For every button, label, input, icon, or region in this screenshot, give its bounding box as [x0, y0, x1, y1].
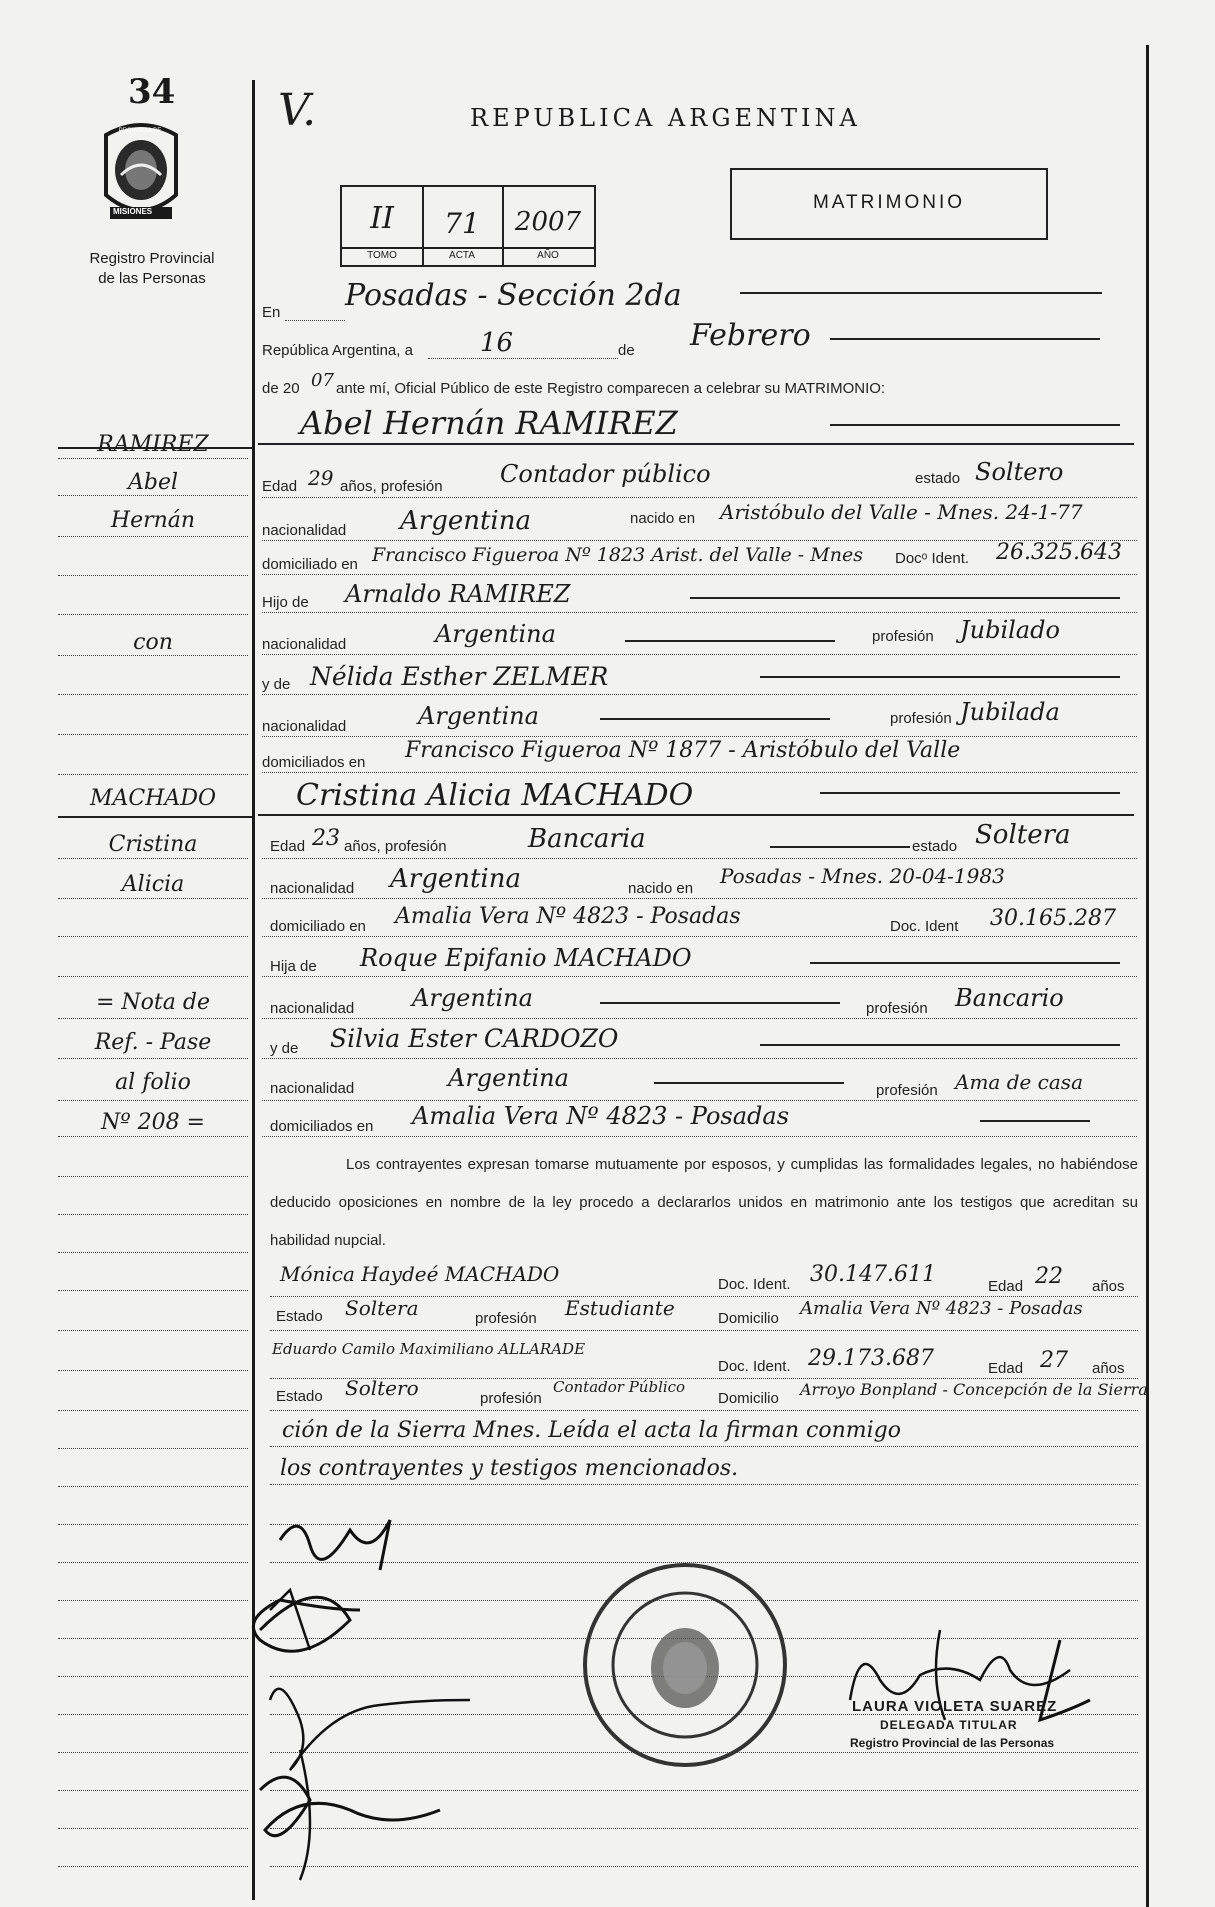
groom-mother-profesion-value: Jubilada — [960, 698, 1060, 726]
margin-line-29 — [58, 1562, 248, 1563]
margin-line-13 — [58, 936, 248, 937]
bride-row8-dotline — [262, 1136, 1137, 1137]
month-value: Febrero — [690, 318, 811, 353]
acta-value: 71 — [444, 207, 480, 240]
witness2-domicilio-label: Domicilio — [718, 1390, 779, 1407]
margin-line-3 — [58, 536, 248, 537]
groom-mother-nac-label: nacionalidad — [262, 718, 347, 735]
margin-bride-separator — [58, 816, 252, 818]
page-number: 34 — [128, 72, 176, 112]
bride-mother-nacionalidad-value: Argentina — [448, 1064, 569, 1092]
bride-parents-dom-dash — [980, 1120, 1090, 1122]
groom-nacionalidad-value: Argentina — [400, 506, 531, 536]
right-border-rule — [1146, 45, 1149, 1907]
margin-line-15 — [58, 1018, 248, 1019]
bride-father-nac-dash — [600, 1002, 840, 1004]
groom-row3-dotline — [262, 574, 1137, 575]
witness2-row2-dotline — [270, 1410, 1138, 1411]
en-dotline — [285, 320, 345, 321]
day-dotline — [428, 358, 618, 359]
bride-name-dash — [820, 792, 1120, 794]
republica-label: República Argentina, a — [262, 342, 413, 359]
margin-groom-surname: RAMIREZ — [97, 432, 209, 457]
bride-name-underline — [258, 814, 1134, 816]
registry-name-line1: Registro Provincial — [89, 250, 215, 267]
bride-nacionalidad-label: nacionalidad — [270, 880, 355, 897]
witness1-estado-label: Estado — [276, 1308, 323, 1325]
margin-note-4: Nº 208 = — [100, 1110, 205, 1135]
registry-name-line2: de las Personas — [98, 270, 206, 287]
witness1-edad-value: 22 — [1035, 1264, 1063, 1289]
intro-text: ante mí, Oficial Público de este Registro comparecen a celebrar su MATRIMONIO: — [336, 380, 886, 397]
bride-mother-dash — [760, 1044, 1120, 1046]
day-value: 16 — [480, 328, 514, 358]
groom-father-label: Hijo de — [262, 594, 309, 611]
margin-line-22 — [58, 1290, 248, 1291]
witness2-profesion-value: Contador Público — [553, 1378, 686, 1396]
bride-parents-dom-label: domiciliados en — [270, 1118, 374, 1135]
groom-mother-value: Nélida Esther ZELMER — [310, 662, 609, 691]
margin-groom-name2: Hernán — [110, 508, 196, 533]
groom-estado-label: estado — [915, 470, 961, 487]
record-box-divider — [342, 247, 594, 249]
margin-line-23 — [58, 1330, 248, 1331]
margin-note-2: Ref. - Pase — [94, 1030, 212, 1055]
seal-text-top: PROVINCIA DE — [118, 128, 162, 134]
margin-line-7 — [58, 694, 248, 695]
bride-mother-label: y de — [270, 1040, 299, 1057]
year-prefix: de 20 — [262, 380, 300, 397]
groom-domicilio-value: Francisco Figueroa Nº 1823 Arist. del Valle - Mnes — [372, 544, 863, 566]
bride-mother-profesion-value: Ama de casa — [955, 1070, 1083, 1094]
margin-note-1: = Nota de — [96, 990, 210, 1015]
bride-father-profesion-label: profesión — [866, 1000, 928, 1017]
official-name: LAURA VIOLETA SUAREZ — [852, 1698, 1058, 1715]
ceremony-text: Los contrayentes expresan tomarse mutuamente por esposos, y cumplidas las formalidades legales, no habiéndose deducido oposiciones en nombre de la ley procedo a declararlos unidos en matrimonio ante los testigos que acreditan su habilidad nupcial. — [270, 1156, 1138, 1249]
groom-estado-value: Soltero — [975, 458, 1064, 486]
margin-line-33 — [58, 1714, 248, 1715]
witness2-edad-value: 27 — [1040, 1348, 1068, 1373]
groom-anos-profesion-label: años, profesión — [340, 478, 443, 495]
bride-row4-dotline — [262, 976, 1137, 977]
margin-line-30 — [58, 1600, 248, 1601]
record-box — [340, 185, 596, 267]
margin-bride-name2: Alicia — [121, 872, 185, 897]
official-stamp-icon — [580, 1560, 790, 1770]
bride-row1-dotline — [262, 858, 1137, 859]
margin-line-20 — [58, 1214, 248, 1215]
witness2-doc-label: Doc. Ident. — [718, 1358, 791, 1375]
closing-text-2: los contrayentes y testigos mencionados. — [280, 1456, 739, 1481]
bride-row7-dotline — [262, 1100, 1137, 1101]
bride-nacido-label: nacido en — [628, 880, 694, 897]
witness1-domicilio-value: Amalia Vera Nº 4823 - Posadas — [800, 1298, 1083, 1319]
margin-line-8 — [58, 734, 248, 735]
witness1-row2-dotline — [270, 1330, 1138, 1331]
margin-line-32 — [58, 1676, 248, 1677]
de-label: de — [618, 342, 635, 359]
groom-father-nac-dash — [625, 640, 835, 642]
margin-line-9 — [58, 774, 248, 775]
witness2-profesion-label: profesión — [480, 1390, 542, 1407]
groom-row4-dotline — [262, 612, 1137, 613]
bride-edad-value: 23 — [312, 826, 340, 851]
margin-line-1 — [58, 458, 248, 459]
bride-mother-nac-label: nacionalidad — [270, 1080, 355, 1097]
groom-father-nacionalidad-value: Argentina — [435, 620, 556, 648]
doc-type-box — [730, 168, 1048, 240]
bride-doc-value: 30.165.287 — [990, 906, 1116, 931]
witness1-doc-value: 30.147.611 — [810, 1262, 936, 1287]
margin-line-21 — [58, 1252, 248, 1253]
bride-row6-dotline — [262, 1058, 1137, 1059]
witness1-edad-label: Edad — [988, 1278, 1024, 1295]
bride-mother-value: Silvia Ester CARDOZO — [330, 1024, 619, 1053]
margin-line-35 — [58, 1790, 248, 1791]
margin-line-31 — [58, 1638, 248, 1639]
witness2-anos-label: años — [1092, 1360, 1125, 1377]
margin-line-11 — [58, 858, 248, 859]
groom-domiciliado-label: domiciliado en — [262, 556, 358, 573]
year-value: 07 — [311, 370, 334, 391]
groom-row8-dotline — [262, 772, 1137, 773]
official-title: DELEGADA TITULAR — [880, 1718, 1018, 1732]
bride-father-profesion-value: Bancario — [955, 984, 1064, 1012]
witness1-domicilio-label: Domicilio — [718, 1310, 779, 1327]
groom-profesion-value: Contador público — [500, 460, 711, 488]
margin-line-2 — [58, 495, 248, 496]
margin-line-4 — [58, 575, 248, 576]
tomo-value: II — [370, 201, 394, 236]
seal-text-bottom: MISIONES — [113, 207, 153, 216]
bride-father-label: Hija de — [270, 958, 317, 975]
margin-line-17 — [58, 1100, 248, 1101]
document-title: REPUBLICA ARGENTINA — [470, 104, 861, 132]
bride-nacido-value: Posadas - Mnes. 20-04-1983 — [720, 864, 1005, 888]
en-label: En — [262, 304, 281, 321]
witness2-estado-value: Soltero — [345, 1376, 419, 1400]
bride-anos-profesion-label: años, profesión — [344, 838, 447, 855]
witness2-name: Eduardo Camilo Maximiliano ALLARADE — [272, 1340, 586, 1358]
bride-full-name: Cristina Alicia MACHADO — [296, 778, 694, 813]
witness2-doc-value: 29.173.687 — [808, 1346, 934, 1371]
witness1-doc-label: Doc. Ident. — [718, 1276, 791, 1293]
groom-row7-dotline — [262, 736, 1137, 737]
groom-mother-nacionalidad-value: Argentina — [418, 702, 539, 730]
groom-doc-label: Docᵒ Ident. — [895, 550, 970, 567]
margin-line-16 — [58, 1058, 248, 1059]
witness1-name: Mónica Haydeé MACHADO — [280, 1262, 560, 1286]
groom-name-underline — [258, 443, 1134, 445]
bride-estado-value: Soltera — [975, 820, 1071, 850]
margin-line-6 — [58, 655, 248, 656]
bride-row5-dotline — [262, 1018, 1137, 1019]
margin-line-19 — [58, 1176, 248, 1177]
groom-parents-dom-label: domiciliados en — [262, 754, 366, 771]
bride-father-dash — [810, 962, 1120, 964]
witness1-anos-label: años — [1092, 1278, 1125, 1295]
tomo-label: TOMO — [367, 250, 397, 261]
groom-name-dash — [830, 424, 1120, 426]
groom-mother-profesion-label: profesión — [890, 710, 952, 727]
anio-value: 2007 — [514, 207, 582, 237]
groom-doc-value: 26.325.643 — [996, 540, 1122, 565]
groom-edad-label: Edad — [262, 478, 298, 495]
groom-full-name: Abel Hernán RAMIREZ — [300, 404, 678, 442]
bride-mother-profesion-label: profesión — [876, 1082, 938, 1099]
bride-profesion-value: Bancaria — [528, 824, 646, 854]
en-dash — [740, 292, 1102, 294]
margin-line-18 — [58, 1136, 248, 1137]
closing-text-1: ción de la Sierra Mnes. Leída el acta la firman conmigo — [282, 1418, 901, 1443]
bride-father-nac-label: nacionalidad — [270, 1000, 355, 1017]
bride-row3-dotline — [262, 936, 1137, 937]
margin-line-12 — [58, 898, 248, 899]
acta-label: ACTA — [449, 250, 475, 261]
groom-row6-dotline — [262, 694, 1137, 695]
margin-bride-surname: MACHADO — [90, 786, 216, 811]
bride-domiciliado-label: domiciliado en — [270, 918, 366, 935]
margin-line-5 — [58, 614, 248, 615]
margin-line-37 — [58, 1866, 248, 1867]
margin-line-14 — [58, 976, 248, 977]
month-dash — [830, 338, 1100, 340]
witness1-estado-value: Soltera — [345, 1296, 419, 1320]
bride-mother-nac-dash — [654, 1082, 844, 1084]
groom-row5-dotline — [262, 654, 1137, 655]
bride-domicilio-value: Amalia Vera Nº 4823 - Posadas — [395, 904, 741, 929]
groom-father-profesion-value: Jubilado — [960, 616, 1060, 644]
margin-line-24 — [58, 1370, 248, 1371]
bride-nacionalidad-value: Argentina — [390, 864, 521, 894]
groom-father-value: Arnaldo RAMIREZ — [345, 580, 571, 608]
margin-line-28 — [58, 1524, 248, 1525]
margin-con: con — [133, 630, 173, 655]
margin-line-25 — [58, 1410, 248, 1411]
groom-mother-dash — [760, 676, 1120, 678]
groom-father-nac-label: nacionalidad — [262, 636, 347, 653]
en-value: Posadas - Sección 2da — [345, 278, 682, 313]
groom-parents-dom-value: Francisco Figueroa Nº 1877 - Aristóbulo del Valle — [405, 738, 961, 763]
groom-father-dash — [690, 597, 1120, 599]
witness2-estado-label: Estado — [276, 1388, 323, 1405]
groom-edad-value: 29 — [308, 466, 334, 490]
groom-nacionalidad-label: nacionalidad — [262, 522, 347, 539]
bride-parents-dom-value: Amalia Vera Nº 4823 - Posadas — [412, 1102, 790, 1130]
anio-label: AÑO — [537, 250, 559, 261]
margin-line-26 — [58, 1448, 248, 1449]
margin-line-34 — [58, 1752, 248, 1753]
bride-profesion-dash — [770, 846, 910, 848]
doc-type-label: MATRIMONIO — [812, 192, 966, 213]
bride-father-value: Roque Epifanio MACHADO — [360, 944, 692, 972]
margin-groom-name1: Abel — [127, 470, 179, 495]
groom-nacido-label: nacido en — [630, 510, 696, 527]
groom-mother-label: y de — [262, 676, 291, 693]
witness2-edad-label: Edad — [988, 1360, 1024, 1377]
bride-edad-label: Edad — [270, 838, 306, 855]
witness1-profesion-label: profesión — [475, 1310, 537, 1327]
corner-mark: V. — [278, 85, 317, 136]
bride-estado-label: estado — [912, 838, 958, 855]
groom-father-profesion-label: profesión — [872, 628, 934, 645]
bride-doc-label: Doc. Ident — [890, 918, 959, 935]
groom-row1-dotline — [262, 497, 1137, 498]
margin-bride-name1: Cristina — [108, 832, 198, 857]
groom-nacido-value: Aristóbulo del Valle - Mnes. 24-1-77 — [720, 500, 1083, 524]
groom-mother-nac-dash — [600, 718, 830, 720]
bride-father-nacionalidad-value: Argentina — [412, 984, 533, 1012]
bride-row2-dotline — [262, 898, 1137, 899]
margin-line-27 — [58, 1486, 248, 1487]
witness2-domicilio-value: Arroyo Bonpland - Concepción de la Sierra — [800, 1380, 1148, 1399]
margin-line-36 — [58, 1828, 248, 1829]
closing-row2-dotline — [270, 1484, 1138, 1485]
closing-row1-dotline — [270, 1446, 1138, 1447]
margin-note-3: al folio — [115, 1070, 191, 1095]
official-org: Registro Provincial de las Personas — [850, 1736, 1055, 1750]
witness1-profesion-value: Estudiante — [565, 1296, 675, 1320]
signatures-scribble — [240, 1500, 500, 1900]
